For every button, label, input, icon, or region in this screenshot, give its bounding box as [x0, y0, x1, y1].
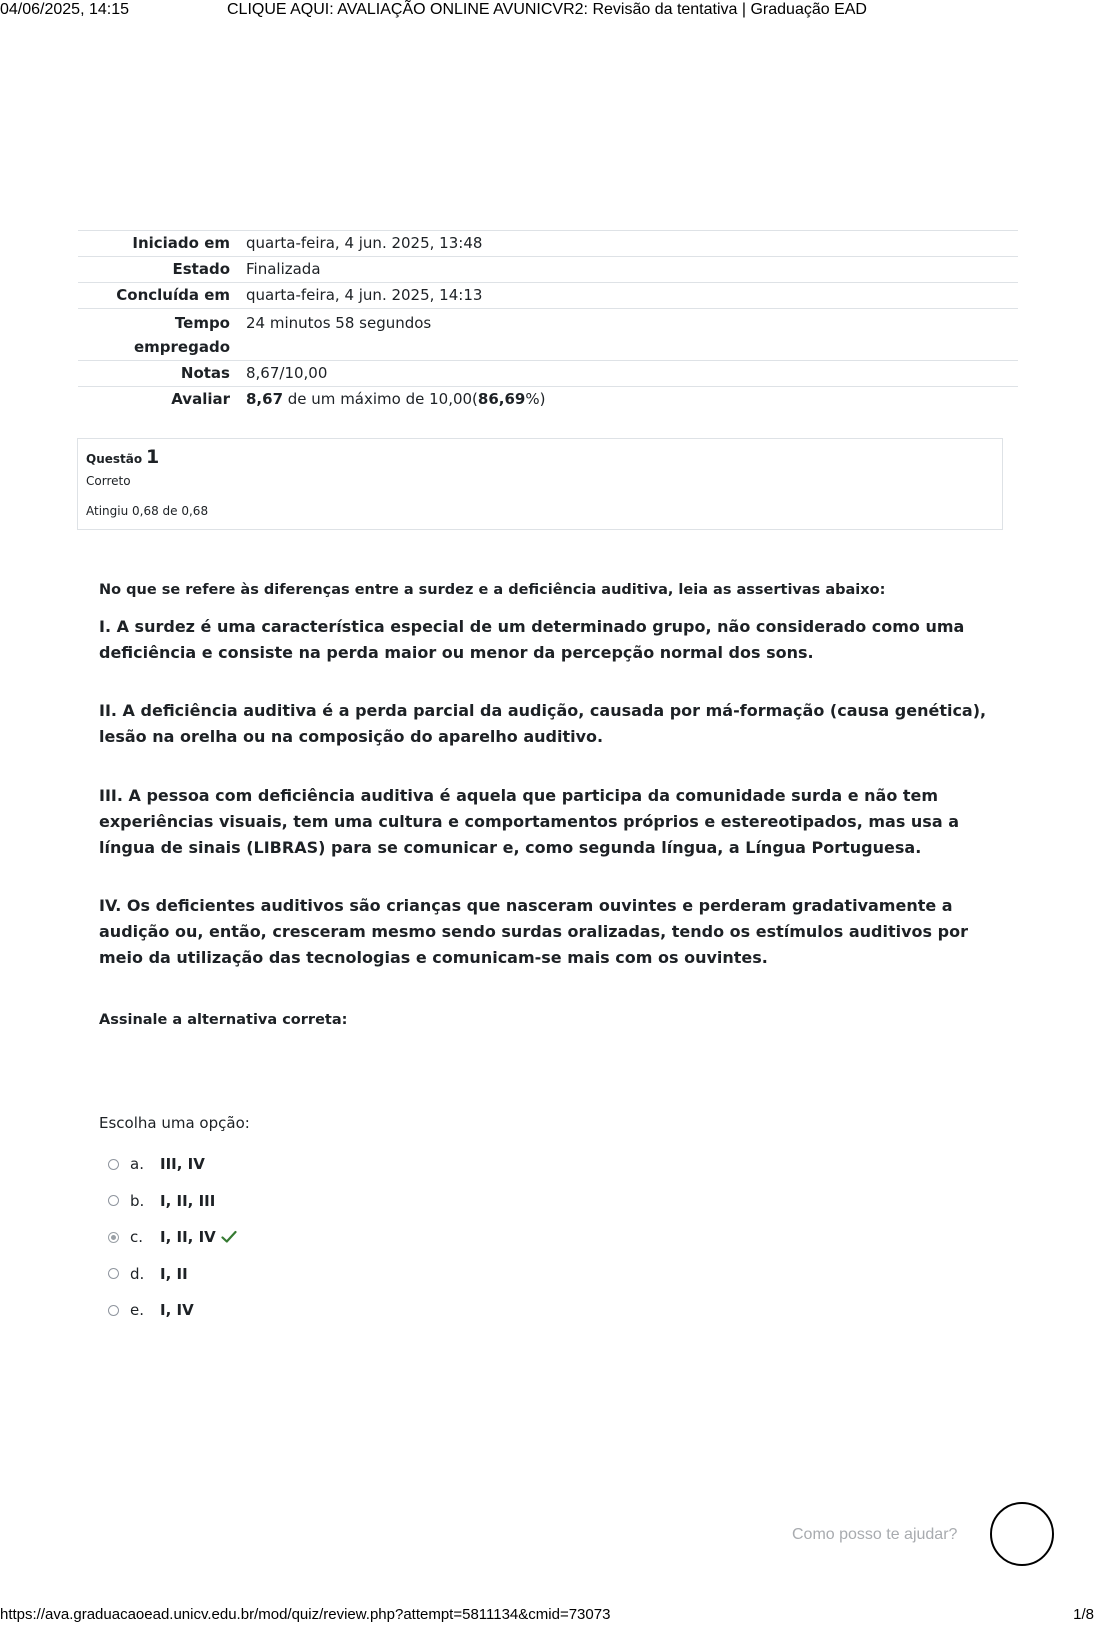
question-closing: Assinale a alternativa correta: — [99, 1012, 348, 1028]
option-letter: a. — [130, 1155, 144, 1174]
summary-label: Tempo empregado — [133, 314, 230, 356]
print-page-number: 1/8 — [1073, 1606, 1094, 1623]
summary-label: Estado — [172, 260, 230, 278]
assertion-3: III. A pessoa com deficiência auditiva é aquela que participa da comunidade surda e não tem experiências visuais, tem uma cultura e comportamentos próprios e estereotipados, mas usa a língua de sinais (LIBRAS) para se comunicar e, como segunda língua, a Língua Portuguesa. — [99, 786, 959, 857]
option-text: I, II — [160, 1264, 188, 1283]
grade-score: 8,67 — [246, 390, 284, 408]
option-letter: b. — [130, 1191, 145, 1210]
answer-options — [108, 1146, 508, 1329]
summary-value: quarta-feira, 4 jun. 2025, 13:48 — [246, 234, 483, 252]
print-url: https://ava.graduacaoead.unicv.edu.br/mod/quiz/review.php?attempt=5811134&cmid=73073 — [0, 1606, 611, 1623]
radio-option-d[interactable] — [108, 1268, 119, 1279]
print-date: 04/06/2025, 14:15 — [0, 1, 130, 18]
summary-label: Avaliar — [171, 390, 230, 408]
summary-row-grade — [78, 387, 1018, 413]
summary-label: Concluída em — [116, 286, 230, 304]
radio-option-a[interactable] — [108, 1159, 119, 1170]
grade-suffix: %) — [525, 390, 546, 408]
assertion-1: I. A surdez é uma característica especial de um determinado grupo, não considerado como uma deficiência e consiste na perda maior ou menor da percepção normal dos sons. — [99, 617, 965, 662]
checkmark-icon — [221, 1230, 237, 1244]
question-number — [86, 445, 994, 469]
summary-row-completed — [78, 283, 1018, 309]
radio-option-c-selected[interactable] — [108, 1232, 119, 1243]
radio-option-e[interactable] — [108, 1305, 119, 1316]
option-letter: d. — [130, 1264, 145, 1283]
option-text: III, IV — [160, 1155, 205, 1174]
assertion-4: IV. Os deficientes auditivos são crianças que nasceram ouvintes e perderam gradativamente a audição ou, então, cresceram mesmo sendo surdas oralizadas, tendo os estímulos auditivos por meio da utilização das tecnologias e comunicam-se mais com os ouvintes. — [99, 896, 968, 967]
summary-row-started — [78, 231, 1018, 257]
option-text: I, II, III — [160, 1191, 216, 1210]
grade-middle: de um máximo de 10,00( — [283, 390, 478, 408]
option-letter: e. — [130, 1301, 144, 1320]
option-b[interactable] — [108, 1183, 508, 1220]
summary-label: Notas — [180, 364, 230, 382]
print-footer — [0, 1606, 1094, 1626]
radio-option-b[interactable] — [108, 1195, 119, 1206]
question-info-box — [77, 438, 1003, 530]
print-page-title: CLIQUE AQUI: AVALIAÇÃO ONLINE AVUNICVR2: Revisão da tentativa | Graduação EAD — [227, 1, 867, 18]
summary-value: quarta-feira, 4 jun. 2025, 14:13 — [246, 286, 483, 304]
summary-row-time-taken — [78, 309, 1018, 361]
question-state: Correto — [86, 474, 131, 488]
summary-grade-value — [238, 387, 1018, 413]
option-letter: c. — [130, 1228, 144, 1247]
question-lead: No que se refere às diferenças entre a surdez e a deficiência auditiva, leia as assertivas abaixo: — [99, 582, 886, 598]
grade-percent: 86,69 — [477, 390, 526, 408]
summary-value: 8,67/10,00 — [246, 364, 328, 382]
option-text: I, IV — [160, 1301, 194, 1320]
choose-option-prompt: Escolha uma opção: — [99, 1114, 250, 1132]
summary-row-state — [78, 257, 1018, 283]
print-header — [0, 0, 1094, 22]
assertion-2: II. A deficiência auditiva é a perda parcial da audição, causada por má-formação (causa genética), lesão na orelha ou na composição do aparelho auditivo. — [99, 701, 987, 746]
summary-row-marks — [78, 361, 1018, 387]
question-grade: Atingiu 0,68 de 0,68 — [86, 504, 209, 518]
question-number-value: 1 — [145, 446, 160, 468]
help-chat-prompt[interactable]: Como posso te ajudar? — [792, 1526, 958, 1543]
summary-value: Finalizada — [246, 260, 321, 278]
summary-value: 24 minutos 58 segundos — [246, 314, 432, 332]
option-c[interactable] — [108, 1219, 508, 1256]
option-d[interactable] — [108, 1256, 508, 1293]
chat-launcher-button[interactable] — [990, 1502, 1054, 1566]
summary-label: Iniciado em — [132, 234, 230, 252]
option-text: I, II, IV — [160, 1228, 216, 1247]
question-label: Questão — [86, 452, 143, 466]
option-e[interactable] — [108, 1292, 508, 1329]
attempt-summary-table — [78, 230, 1018, 412]
option-a[interactable] — [108, 1146, 508, 1183]
